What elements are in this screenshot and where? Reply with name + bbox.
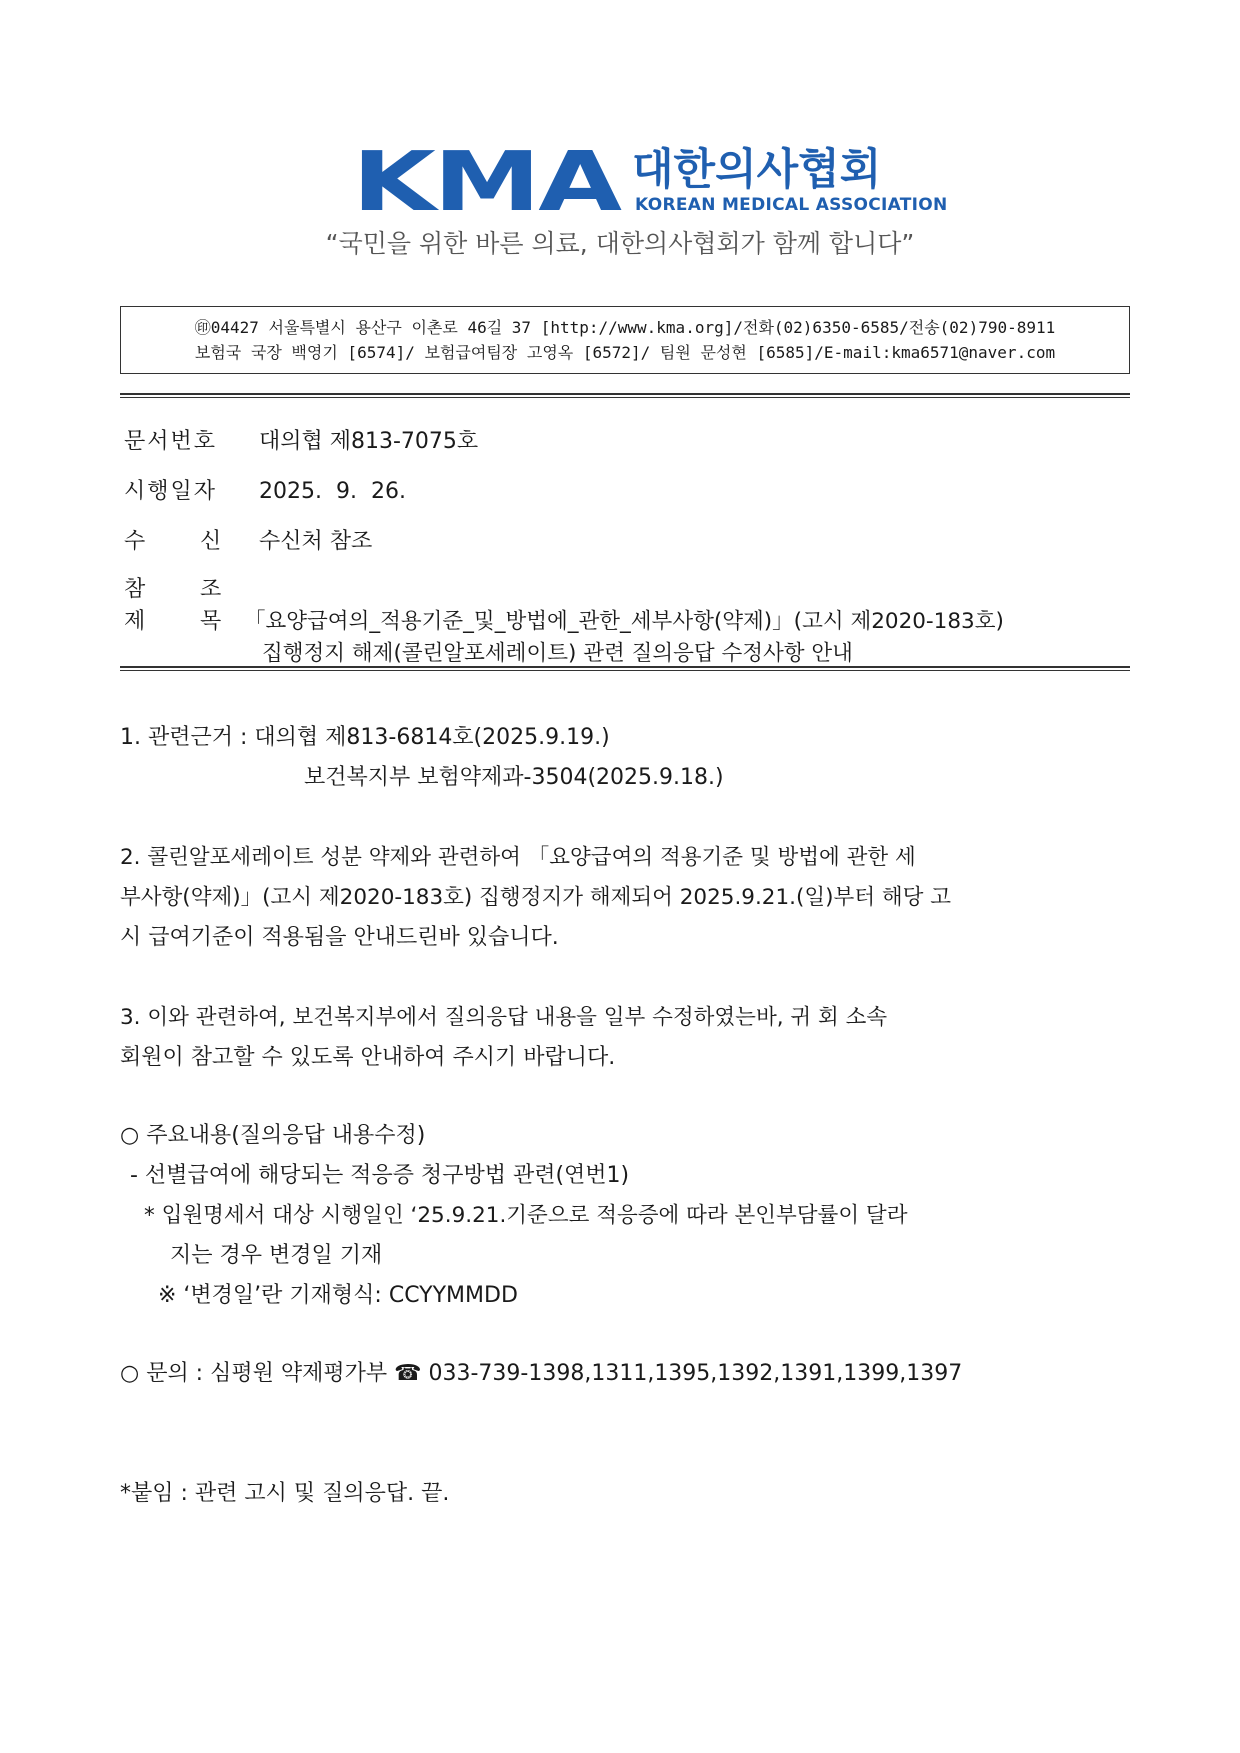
issue-date-row [124,474,406,505]
contact-box [120,306,1130,374]
subject-label-char-2: 목 [200,609,224,634]
subject-label [124,604,252,635]
doc-number-row [124,424,478,455]
subject-line-2: 집행정지 해제(콜린알포세레이트) 관련 질의응답 수정사항 안내 [262,641,853,666]
contact-address-line: ㊞04427 서울특별시 용산구 이촌로 46길 37 [http://www.kma.org]/전화(02)6350-6585/전송(02)790-8911 [194,318,1056,337]
recipient-label-char-2: 신 [200,529,224,554]
logo-english-name: KOREAN MEDICAL ASSOCIATION [635,195,948,215]
subject-line-1: 「요양급여의_적용기준_및_방법에_관한_세부사항(약제)」(고시 제2020-183호) [244,609,1004,634]
reference-row [124,572,252,603]
attachment-line: *붙임 : 관련 고시 및 질의응답. 끝. [120,1481,450,1506]
para-3-line-2: 회원이 참고할 수 있도록 안내하여 주시기 바랍니다. [120,1045,616,1070]
main-content-heading: ○ 주요내용(질의응답 내용수정) [120,1123,426,1148]
doc-number-label: 문서번호 [124,429,218,454]
para-3-line-1: 3. 이와 관련하여, 보건복지부에서 질의응답 내용을 일부 수정하였는바, 귀 회 소속 [120,1005,888,1030]
reference-label-char-1: 참 [124,577,148,602]
issue-date-label: 시행일자 [124,479,218,504]
recipient-label [124,524,252,555]
reference-label-char-2: 조 [200,577,224,602]
inquiry-line: ○ 문의 : 심평원 약제평가부 ☎ 033-739-1398,1311,1395,1392,1391,1399,1397 [120,1361,963,1386]
issue-date: 2025. 9. 26. [259,479,406,504]
slogan: “국민을 위한 바른 의료, 대한의사협회가 함께 합니다” [325,229,915,258]
para-1-line-1: 1. 관련근거 : 대의협 제813-6814호(2025.9.19.) [120,725,610,750]
main-content-star-line-2: 지는 경우 변경일 기재 [170,1243,383,1268]
kma-logo [352,135,948,230]
main-content-subitem: - 선별급여에 해당되는 적응증 청구방법 관련(연번1) [130,1163,630,1188]
subject-label-char-1: 제 [124,609,148,634]
logo-korean-name: 대한의사협회 [632,145,882,195]
subject-row [124,604,252,635]
main-content-star-line-1: * 입원명세서 대상 시행일인 ‘25.9.21.기준으로 적응증에 따라 본인부담률이 달라 [144,1203,908,1228]
reference-label [124,572,252,603]
recipient-label-char-1: 수 [124,529,148,554]
para-2-line-1: 2. 콜린알포세레이트 성분 약제와 관련하여 「요양급여의 적용기준 및 방법에 관한 세 [120,845,916,870]
main-content-note: ※ ‘변경일’란 기재형식: CCYYMMDD [158,1283,518,1308]
para-2-line-3: 시 급여기준이 적용됨을 안내드린바 있습니다. [120,925,559,950]
logo-mark: KMA [352,135,620,230]
recipient: 수신처 참조 [259,529,373,554]
doc-number: 대의협 제813-7075호 [259,429,479,454]
para-1-line-2: 보건복지부 보험약제과-3504(2025.9.18.) [304,765,724,790]
para-2-line-2: 부사항(약제)」(고시 제2020-183호) 집행정지가 해제되어 2025.9.21.(일)부터 해당 고 [120,885,952,910]
contact-staff-line: 보험국 국장 백영기 [6574]/ 보험급여팀장 고영옥 [6572]/ 팀원 문성현 [6585]/E-mail:kma6571@naver.com [194,343,1056,362]
recipient-row [124,524,372,555]
subject-rule [120,666,1130,671]
header-rule [120,393,1130,398]
